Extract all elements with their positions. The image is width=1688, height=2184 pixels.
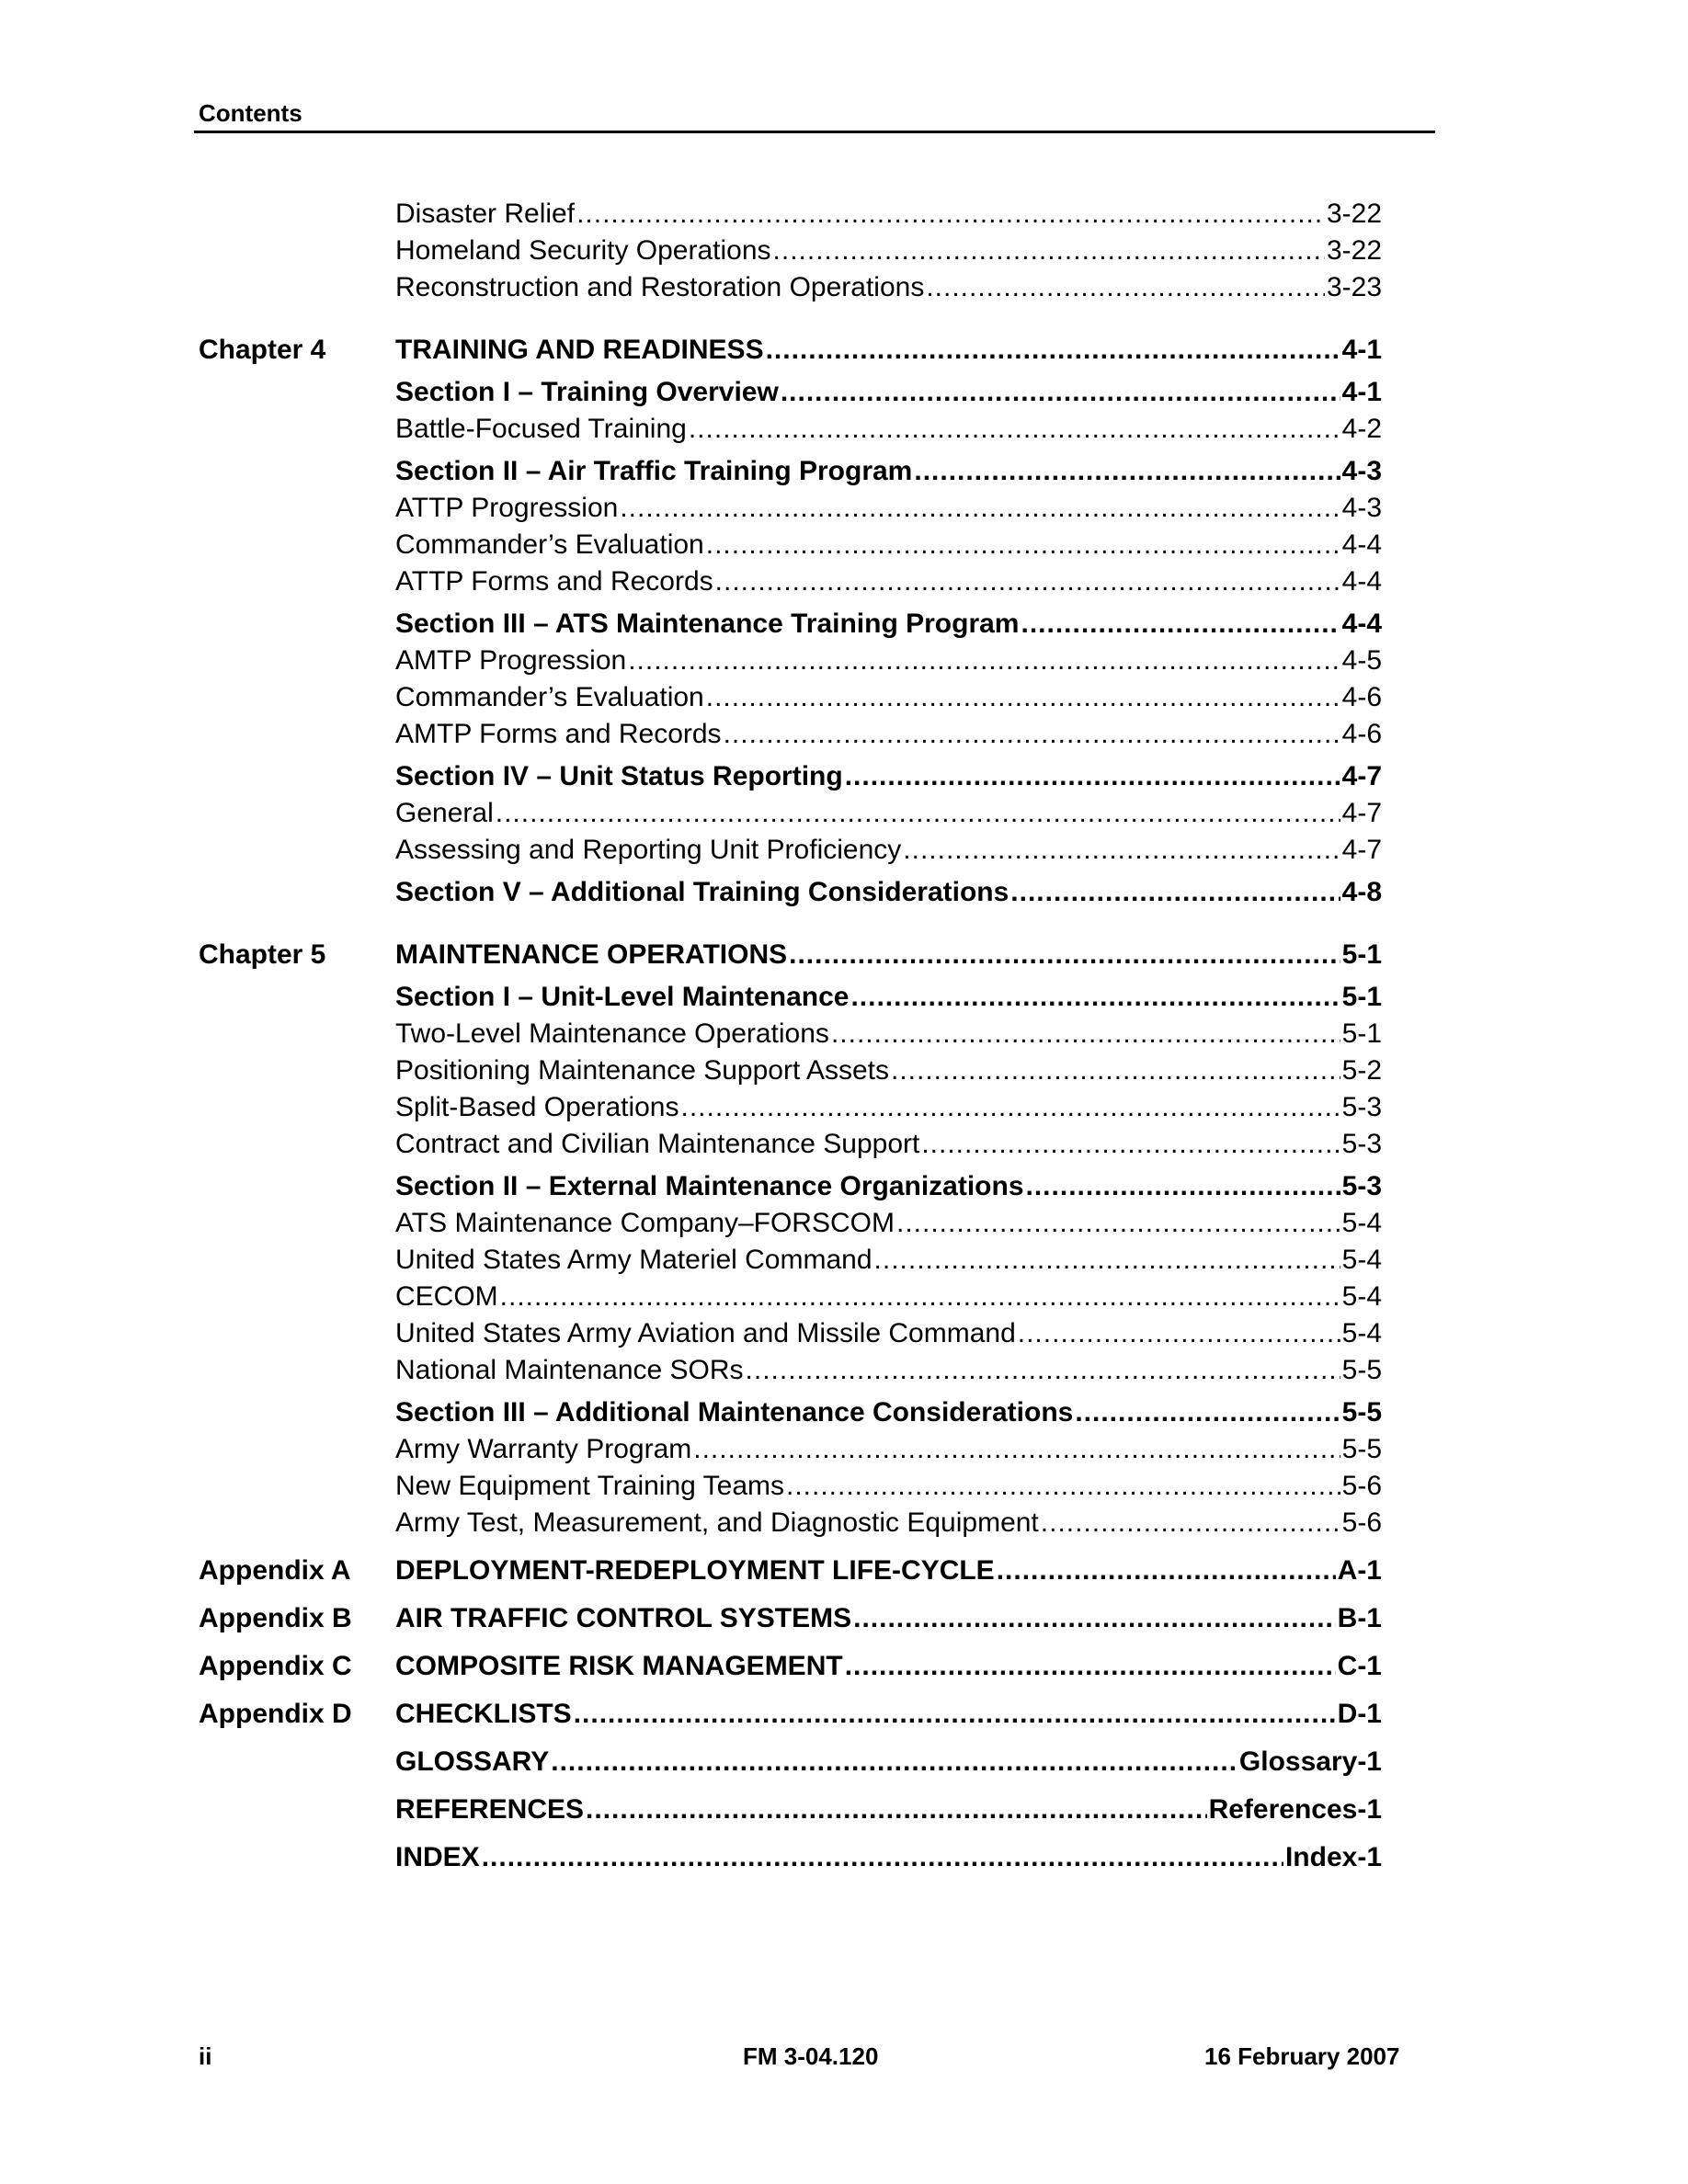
toc-entry-title: Split-Based Operations bbox=[395, 1092, 679, 1122]
toc-entry-page: References-1 bbox=[1208, 1794, 1382, 1825]
toc-entry-page: B-1 bbox=[1337, 1603, 1382, 1633]
toc-entry-line bbox=[395, 682, 1382, 713]
toc-entry-line bbox=[395, 1651, 1382, 1682]
toc-entry-label: Chapter 4 bbox=[199, 335, 326, 365]
toc-entry-title: ATS Maintenance Company–FORSCOM bbox=[395, 1208, 895, 1238]
dot-leader bbox=[845, 761, 1340, 792]
toc-entry-line bbox=[395, 1055, 1382, 1086]
toc-entry-line bbox=[395, 645, 1382, 677]
toc-entry-title: New Equipment Training Teams bbox=[395, 1471, 784, 1501]
dot-leader bbox=[551, 1746, 1237, 1778]
dot-leader bbox=[903, 835, 1340, 866]
toc-entry-page: 5-4 bbox=[1341, 1208, 1382, 1238]
toc-entry-page: 4-3 bbox=[1341, 493, 1382, 523]
dot-leader bbox=[715, 566, 1340, 597]
toc-entry-line bbox=[395, 1471, 1382, 1502]
dot-leader bbox=[574, 1699, 1336, 1730]
footer-page-number: ii bbox=[199, 2042, 212, 2070]
dot-leader bbox=[482, 1842, 1283, 1873]
dot-leader bbox=[997, 1555, 1336, 1587]
toc-entry-line bbox=[395, 272, 1382, 303]
toc-entry-line bbox=[395, 1555, 1382, 1587]
dot-leader bbox=[1075, 1397, 1340, 1428]
toc-entry-title: United States Army Aviation and Missile Command bbox=[395, 1318, 1016, 1348]
toc-entry-page: 3-22 bbox=[1326, 199, 1382, 229]
toc-entry-page: 4-4 bbox=[1341, 566, 1382, 597]
toc-entry-page: 5-4 bbox=[1341, 1245, 1382, 1275]
dot-leader bbox=[746, 1355, 1340, 1386]
toc-entry-title: ATTP Progression bbox=[395, 493, 619, 523]
dot-leader bbox=[850, 982, 1340, 1013]
toc-entry-title: Army Test, Measurement, and Diagnostic Equipment bbox=[395, 1507, 1039, 1538]
toc-entry-line bbox=[395, 835, 1382, 866]
toc-entry-title: Homeland Security Operations bbox=[395, 235, 771, 266]
toc-entry-line bbox=[395, 1434, 1382, 1465]
dot-leader bbox=[781, 377, 1340, 408]
toc-entry-title: TRAINING AND READINESS bbox=[395, 335, 764, 365]
toc-entry-title: ATTP Forms and Records bbox=[395, 566, 713, 597]
dot-leader bbox=[724, 719, 1340, 750]
toc-entry-page: 3-22 bbox=[1326, 235, 1382, 266]
toc-entry-title: Reconstruction and Restoration Operations bbox=[395, 272, 925, 302]
dot-leader bbox=[921, 1129, 1340, 1160]
toc-entry-line bbox=[395, 1507, 1382, 1539]
toc-entry-title: AMTP Forms and Records bbox=[395, 719, 722, 749]
dot-leader bbox=[681, 1092, 1340, 1123]
toc-entry-line bbox=[395, 1171, 1382, 1202]
toc-entry-line bbox=[395, 199, 1382, 230]
toc-entry-line bbox=[395, 1603, 1382, 1634]
dot-leader bbox=[1026, 1171, 1340, 1202]
toc-entry-line bbox=[395, 1699, 1382, 1730]
toc-entry-title: Battle-Focused Training bbox=[395, 414, 687, 444]
toc-entry-label: Appendix D bbox=[199, 1699, 352, 1729]
toc-entry-label: Appendix B bbox=[199, 1603, 352, 1633]
toc-entry-page: 4-4 bbox=[1341, 609, 1382, 639]
dot-leader bbox=[926, 272, 1325, 303]
toc-entry-line bbox=[395, 982, 1382, 1013]
toc-entry-page: 4-3 bbox=[1341, 456, 1382, 486]
dot-leader bbox=[706, 682, 1340, 713]
toc-entry-line bbox=[395, 335, 1382, 366]
toc-entry-line bbox=[395, 414, 1382, 445]
toc-entry-page: 4-4 bbox=[1341, 529, 1382, 560]
toc-entry-page: 5-1 bbox=[1341, 982, 1382, 1012]
dot-leader bbox=[831, 1018, 1340, 1050]
toc-entry-title: Section I – Training Overview bbox=[395, 377, 779, 407]
toc-entry-title: DEPLOYMENT-REDEPLOYMENT LIFE-CYCLE bbox=[395, 1555, 995, 1586]
dot-leader bbox=[874, 1245, 1340, 1276]
toc-entry-page: 5-5 bbox=[1341, 1397, 1382, 1428]
toc-entry-page: 5-3 bbox=[1341, 1171, 1382, 1201]
toc-entry-page: 5-5 bbox=[1341, 1355, 1382, 1385]
toc-entry-line bbox=[395, 377, 1382, 408]
toc-entry-page: 4-5 bbox=[1341, 645, 1382, 676]
toc-entry-title: CECOM bbox=[395, 1281, 498, 1312]
toc-entry-page: 4-6 bbox=[1341, 719, 1382, 749]
dot-leader bbox=[496, 798, 1340, 829]
footer-date: 16 February 2007 bbox=[1204, 2042, 1400, 2070]
toc-entry-title: Disaster Relief bbox=[395, 199, 576, 229]
toc-entry-title: AIR TRAFFIC CONTROL SYSTEMS bbox=[395, 1603, 852, 1633]
toc-entry-title: Contract and Civilian Maintenance Support bbox=[395, 1129, 920, 1159]
toc-entry-line bbox=[395, 798, 1382, 829]
dot-leader bbox=[773, 235, 1325, 267]
toc-entry-title: REFERENCES bbox=[395, 1794, 585, 1825]
toc-entry-title: Commander’s Evaluation bbox=[395, 682, 704, 712]
dot-leader bbox=[576, 199, 1325, 230]
toc-entry-title: General bbox=[395, 798, 494, 828]
dot-leader bbox=[789, 939, 1340, 971]
toc-entry-page: 5-4 bbox=[1341, 1318, 1382, 1348]
toc-entry-line bbox=[395, 529, 1382, 561]
toc-entry-page: 4-6 bbox=[1341, 682, 1382, 712]
toc-entry-line bbox=[395, 1842, 1382, 1873]
dot-leader bbox=[500, 1281, 1340, 1313]
dot-leader bbox=[786, 1471, 1340, 1502]
toc-entry-label: Appendix A bbox=[199, 1555, 351, 1586]
toc-entry-line bbox=[395, 1318, 1382, 1349]
toc-entry-title: Section I – Unit-Level Maintenance bbox=[395, 982, 850, 1012]
dot-leader bbox=[1018, 1318, 1340, 1349]
toc-entry-page: A-1 bbox=[1337, 1555, 1382, 1586]
toc-entry-page: 5-3 bbox=[1341, 1129, 1382, 1159]
toc-entry-line bbox=[395, 1208, 1382, 1239]
toc-entry-title: Section II – Air Traffic Training Program bbox=[395, 456, 913, 486]
toc-entry-page: 5-4 bbox=[1341, 1281, 1382, 1312]
dot-leader bbox=[1041, 1507, 1340, 1539]
footer-document-id: FM 3-04.120 bbox=[743, 2042, 879, 2070]
toc-entry-title: Commander’s Evaluation bbox=[395, 529, 704, 560]
toc-entry-title: Section IV – Unit Status Reporting bbox=[395, 761, 843, 791]
toc-entry-title: Positioning Maintenance Support Assets bbox=[395, 1055, 889, 1086]
dot-leader bbox=[1010, 877, 1340, 908]
toc-entry-page: 4-1 bbox=[1341, 335, 1382, 365]
toc-entry-title: GLOSSARY bbox=[395, 1746, 550, 1777]
toc-entry-line bbox=[395, 1355, 1382, 1386]
dot-leader bbox=[628, 645, 1340, 677]
toc-entry-title: Army Warranty Program bbox=[395, 1434, 692, 1464]
toc-entry-line bbox=[395, 235, 1382, 267]
dot-leader bbox=[1021, 609, 1340, 640]
toc-entry-title: MAINTENANCE OPERATIONS bbox=[395, 939, 788, 970]
toc-entry-title: Section III – ATS Maintenance Training Program bbox=[395, 609, 1020, 639]
toc-entry-line bbox=[395, 1281, 1382, 1313]
dot-leader bbox=[693, 1434, 1340, 1465]
toc-entry-line bbox=[395, 939, 1382, 971]
toc-entry-title: National Maintenance SORs bbox=[395, 1355, 744, 1385]
toc-entry-line bbox=[395, 761, 1382, 792]
toc-entry-page: D-1 bbox=[1337, 1699, 1382, 1729]
toc-entry-label: Chapter 5 bbox=[199, 939, 326, 970]
toc-entry-line bbox=[395, 1092, 1382, 1123]
toc-entry-page: Index-1 bbox=[1284, 1842, 1382, 1872]
toc-entry-line bbox=[395, 1397, 1382, 1428]
toc-entry-page: 3-23 bbox=[1326, 272, 1382, 302]
running-header-title: Contents bbox=[199, 99, 302, 127]
toc-entry-line bbox=[395, 1746, 1382, 1778]
toc-entry-title: United States Army Materiel Command bbox=[395, 1245, 873, 1275]
toc-entry-page: Glossary-1 bbox=[1238, 1746, 1382, 1777]
toc-entry-line bbox=[395, 1018, 1382, 1050]
toc-entry-line bbox=[395, 493, 1382, 524]
toc-entry-line bbox=[395, 609, 1382, 640]
toc-entry-title: INDEX bbox=[395, 1842, 480, 1872]
toc-entry-label: Appendix C bbox=[199, 1651, 352, 1681]
dot-leader bbox=[891, 1055, 1340, 1086]
dot-leader bbox=[896, 1208, 1340, 1239]
toc-entry-page: 5-6 bbox=[1341, 1471, 1382, 1501]
toc-entry-page: 4-1 bbox=[1341, 377, 1382, 407]
toc-entry-line bbox=[395, 456, 1382, 487]
toc-entry-title: COMPOSITE RISK MANAGEMENT bbox=[395, 1651, 843, 1681]
dot-leader bbox=[845, 1651, 1336, 1682]
dot-leader bbox=[689, 414, 1340, 445]
toc-entry-page: 5-6 bbox=[1341, 1507, 1382, 1538]
dot-leader bbox=[706, 529, 1340, 561]
toc-entry-page: 4-7 bbox=[1341, 798, 1382, 828]
toc-entry-page: 5-1 bbox=[1341, 939, 1382, 970]
dot-leader bbox=[914, 456, 1340, 487]
toc-entry-page: 4-7 bbox=[1341, 835, 1382, 865]
toc-entry-page: 5-2 bbox=[1341, 1055, 1382, 1086]
toc-entry-page: 4-2 bbox=[1341, 414, 1382, 444]
toc-entry-title: Section II – External Maintenance Organizations bbox=[395, 1171, 1024, 1201]
dot-leader bbox=[853, 1603, 1336, 1634]
toc-entry-title: Assessing and Reporting Unit Proficiency bbox=[395, 835, 902, 865]
toc-entry-title: Section III – Additional Maintenance Considerations bbox=[395, 1397, 1074, 1428]
toc-entry-page: 4-8 bbox=[1341, 877, 1382, 907]
toc-entry-title: CHECKLISTS bbox=[395, 1699, 572, 1729]
toc-entry-page: 5-5 bbox=[1341, 1434, 1382, 1464]
dot-leader bbox=[766, 335, 1340, 366]
dot-leader bbox=[620, 493, 1340, 524]
toc-entry-title: AMTP Progression bbox=[395, 645, 627, 676]
toc-entry-page: C-1 bbox=[1337, 1651, 1382, 1681]
toc-entry-line bbox=[395, 719, 1382, 750]
toc-entry-page: 5-3 bbox=[1341, 1092, 1382, 1122]
toc-entry-line bbox=[395, 1129, 1382, 1160]
toc-entry-line bbox=[395, 566, 1382, 597]
toc-entry-line bbox=[395, 877, 1382, 908]
dot-leader bbox=[586, 1794, 1207, 1826]
toc-entry-line bbox=[395, 1245, 1382, 1276]
toc-entry-line bbox=[395, 1794, 1382, 1826]
toc-entry-page: 5-1 bbox=[1341, 1018, 1382, 1049]
toc-entry-page: 4-7 bbox=[1341, 761, 1382, 791]
toc-entry-title: Two-Level Maintenance Operations bbox=[395, 1018, 829, 1049]
toc-entry-title: Section V – Additional Training Considerations bbox=[395, 877, 1009, 907]
